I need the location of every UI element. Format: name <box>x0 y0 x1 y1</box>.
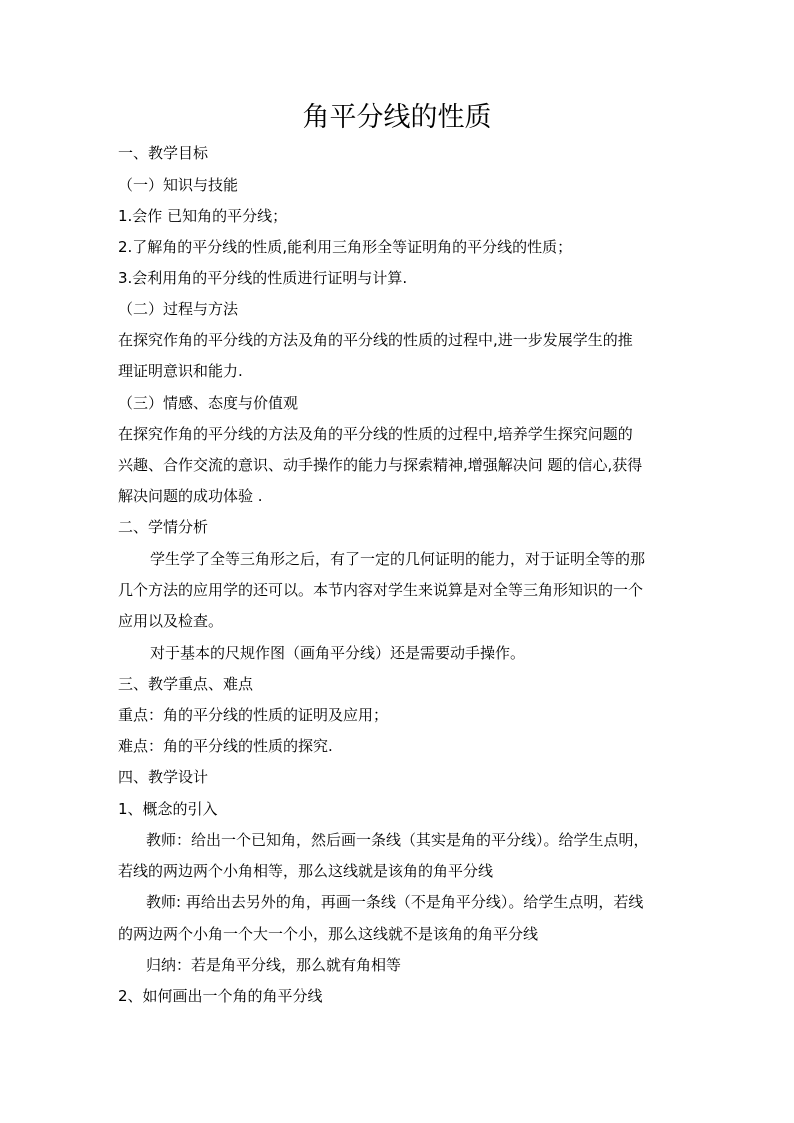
subheading-draw-bisector: 2、如何画出一个角的角平分线 <box>118 987 323 1005</box>
text-line: 重点：角的平分线的性质的证明及应用； <box>118 706 389 724</box>
section-heading-analysis: 二、学情分析 <box>118 518 209 536</box>
section-heading-objectives: 一、教学目标 <box>118 144 209 162</box>
text-line: 在探究作角的平分线的方法及角的平分线的性质的过程中,进一步发展学生的推 <box>118 331 633 349</box>
text-line: 若线的两边两个小角相等，那么这线就是该角的角平分线 <box>118 862 494 880</box>
subheading-concept-intro: 1、概念的引入 <box>118 800 218 818</box>
text-line: 教师：给出一个已知角，然后画一条线（其实是角的平分线）。给学生点明， <box>146 831 649 849</box>
text-line: 几个方法的应用学的还可以。本节内容对学生来说算是对全等三角形知识的一个 <box>118 581 644 599</box>
text-line: 兴趣、合作交流的意识、动手操作的能力与探索精神,增强解决问 题的信心,获得 <box>118 456 643 474</box>
text-line: 对于基本的尺规作图（画角平分线）还是需要动手操作。 <box>150 644 526 662</box>
text-line: 应用以及检查。 <box>118 612 224 630</box>
section-heading-design: 四、教学设计 <box>118 768 209 786</box>
page-title: 角平分线的性质 <box>302 102 492 133</box>
section-heading-key-points: 三、教学重点、难点 <box>118 675 254 693</box>
subheading-process-method: （二）过程与方法 <box>118 300 239 318</box>
text-line: 归纳：若是角平分线，那么就有角相等 <box>146 956 402 974</box>
text-line: 的两边两个小角一个大一个小，那么这线就不是该角的角平分线 <box>118 925 539 943</box>
text-line: 难点：角的平分线的性质的探究. <box>118 737 333 755</box>
text-line: 3.会利用角的平分线的性质进行证明与计算. <box>118 269 408 287</box>
text-line: 在探究作角的平分线的方法及角的平分线的性质的过程中,培养学生探究问题的 <box>118 425 633 443</box>
text-line: 学生学了全等三角形之后，有了一定的几何证明的能力，对于证明全等的那 <box>150 550 646 568</box>
text-line: 理证明意识和能力. <box>118 362 243 380</box>
text-line: 1.会作 已知角的平分线； <box>118 207 288 225</box>
subheading-emotion-attitude: （三）情感、态度与价值观 <box>118 394 299 412</box>
text-line: 2.了解角的平分线的性质,能利用三角形全等证明角的平分线的性质； <box>118 238 573 256</box>
subheading-knowledge-skills: （一）知识与技能 <box>118 176 239 194</box>
text-line: 教师: 再给出去另外的角，再画一条线（不是角平分线）。给学生点明，若线 <box>146 893 644 911</box>
text-line: 解决问题的成功体验 . <box>118 487 263 505</box>
